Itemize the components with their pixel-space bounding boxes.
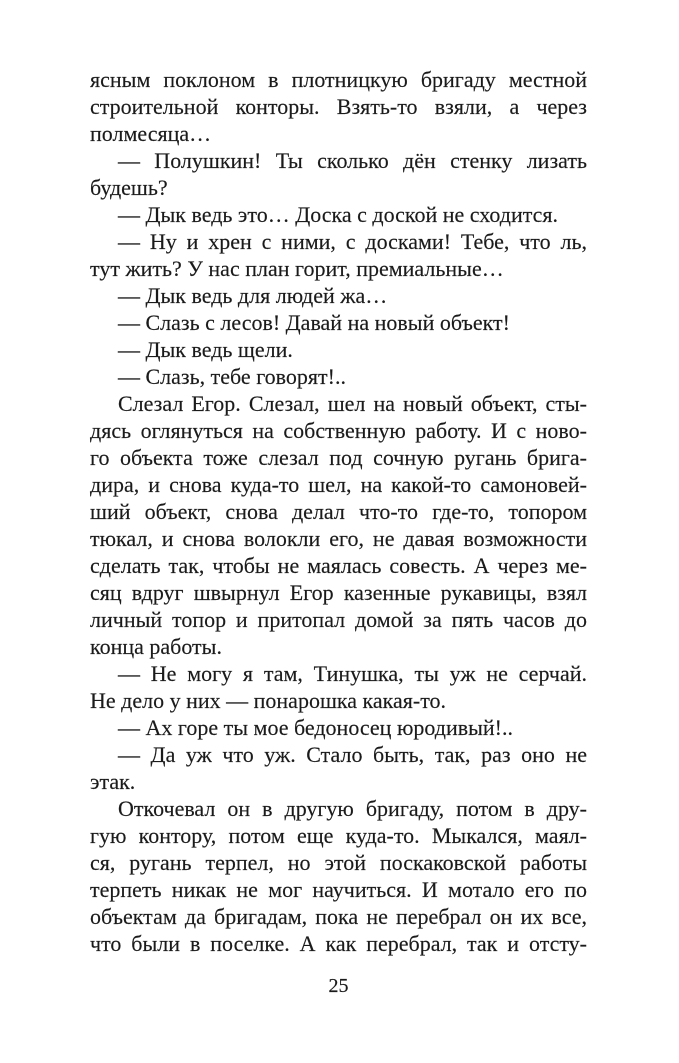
text-line: строительной конторы. Взять-то взяли, а через — [90, 94, 587, 119]
text-line: дясь оглянуться на собственную работу. И с ново- — [90, 418, 587, 443]
paragraph — [90, 714, 587, 741]
text-line: Откочевал он в другую бригаду, потом в дру- — [118, 796, 587, 821]
text-line: ясным поклоном в плотницкую бригаду местной — [90, 67, 587, 92]
text-line: — Ну и хрен с ними, с досками! Тебе, что ль, — [118, 229, 587, 254]
text-line: ся, ругань терпел, но этой поскаковской работы — [90, 850, 587, 875]
text-line: — Ах горе ты мое бедоносец юродивый!.. — [118, 715, 513, 740]
paragraph — [90, 795, 587, 957]
text-line: — Слазь, тебе говорят!.. — [118, 364, 346, 389]
text-line: дира, и снова куда-то шел, на какой-то самоновей- — [90, 472, 587, 497]
page-text — [90, 66, 587, 957]
text-line: сделать так, чтобы не маялась совесть. А через ме- — [90, 553, 587, 578]
text-line: Не дело у них — понарошка какая-то. — [90, 688, 447, 713]
text-line: тут жить? У нас план горит, премиальные… — [90, 256, 504, 281]
text-line: будешь? — [90, 175, 168, 200]
text-line: что были в поселке. А как перебрал, так и отсту- — [90, 931, 587, 956]
text-line: — Слазь с лесов! Давай на новый объект! — [118, 310, 510, 335]
text-line: — Дык ведь это… Доска с доской не сходится. — [118, 202, 559, 227]
text-line: го объекта тоже слезал под сочную ругань брига- — [90, 445, 587, 470]
paragraph — [90, 741, 587, 795]
paragraph — [90, 309, 587, 336]
paragraph — [90, 390, 587, 660]
text-line: объектам да бригадам, пока не перебрал он их все, — [90, 904, 587, 929]
paragraph — [90, 282, 587, 309]
text-line: — Полушкин! Ты сколько дён стенку лизать — [118, 148, 587, 173]
text-line: тюкал, и снова волокли его, не давая возможности — [90, 526, 587, 551]
text-line: полмесяца… — [90, 121, 212, 146]
text-line: гую контору, потом еще куда-то. Мыкался, маял- — [90, 823, 587, 848]
paragraph — [90, 363, 587, 390]
paragraph — [90, 147, 587, 201]
paragraph — [90, 336, 587, 363]
text-line: ший объект, снова делал что-то где-то, топором — [90, 499, 587, 524]
text-line: терпеть никак не мог научиться. И мотало его по — [90, 877, 587, 902]
page-number: 25 — [328, 975, 349, 997]
text-line: личный топор и притопал домой за пять часов до — [90, 607, 587, 632]
text-line: Слезал Егор. Слезал, шел на новый объект, сты- — [118, 391, 587, 416]
paragraph — [90, 66, 587, 147]
text-line: — Да уж что уж. Стало быть, так, раз оно не — [118, 742, 587, 767]
text-line: сяц вдруг швырнул Егор казенные рукавицы, взял — [90, 580, 587, 605]
text-line: — Не могу я там, Тинушка, ты уж не серчай. — [118, 661, 587, 686]
text-line: — Дык ведь для людей жа… — [118, 283, 388, 308]
text-line: конца работы. — [90, 634, 222, 659]
paragraph — [90, 201, 587, 228]
paragraph — [90, 228, 587, 282]
paragraph — [90, 660, 587, 714]
text-line: — Дык ведь щели. — [118, 337, 293, 362]
text-line: этак. — [90, 769, 136, 794]
